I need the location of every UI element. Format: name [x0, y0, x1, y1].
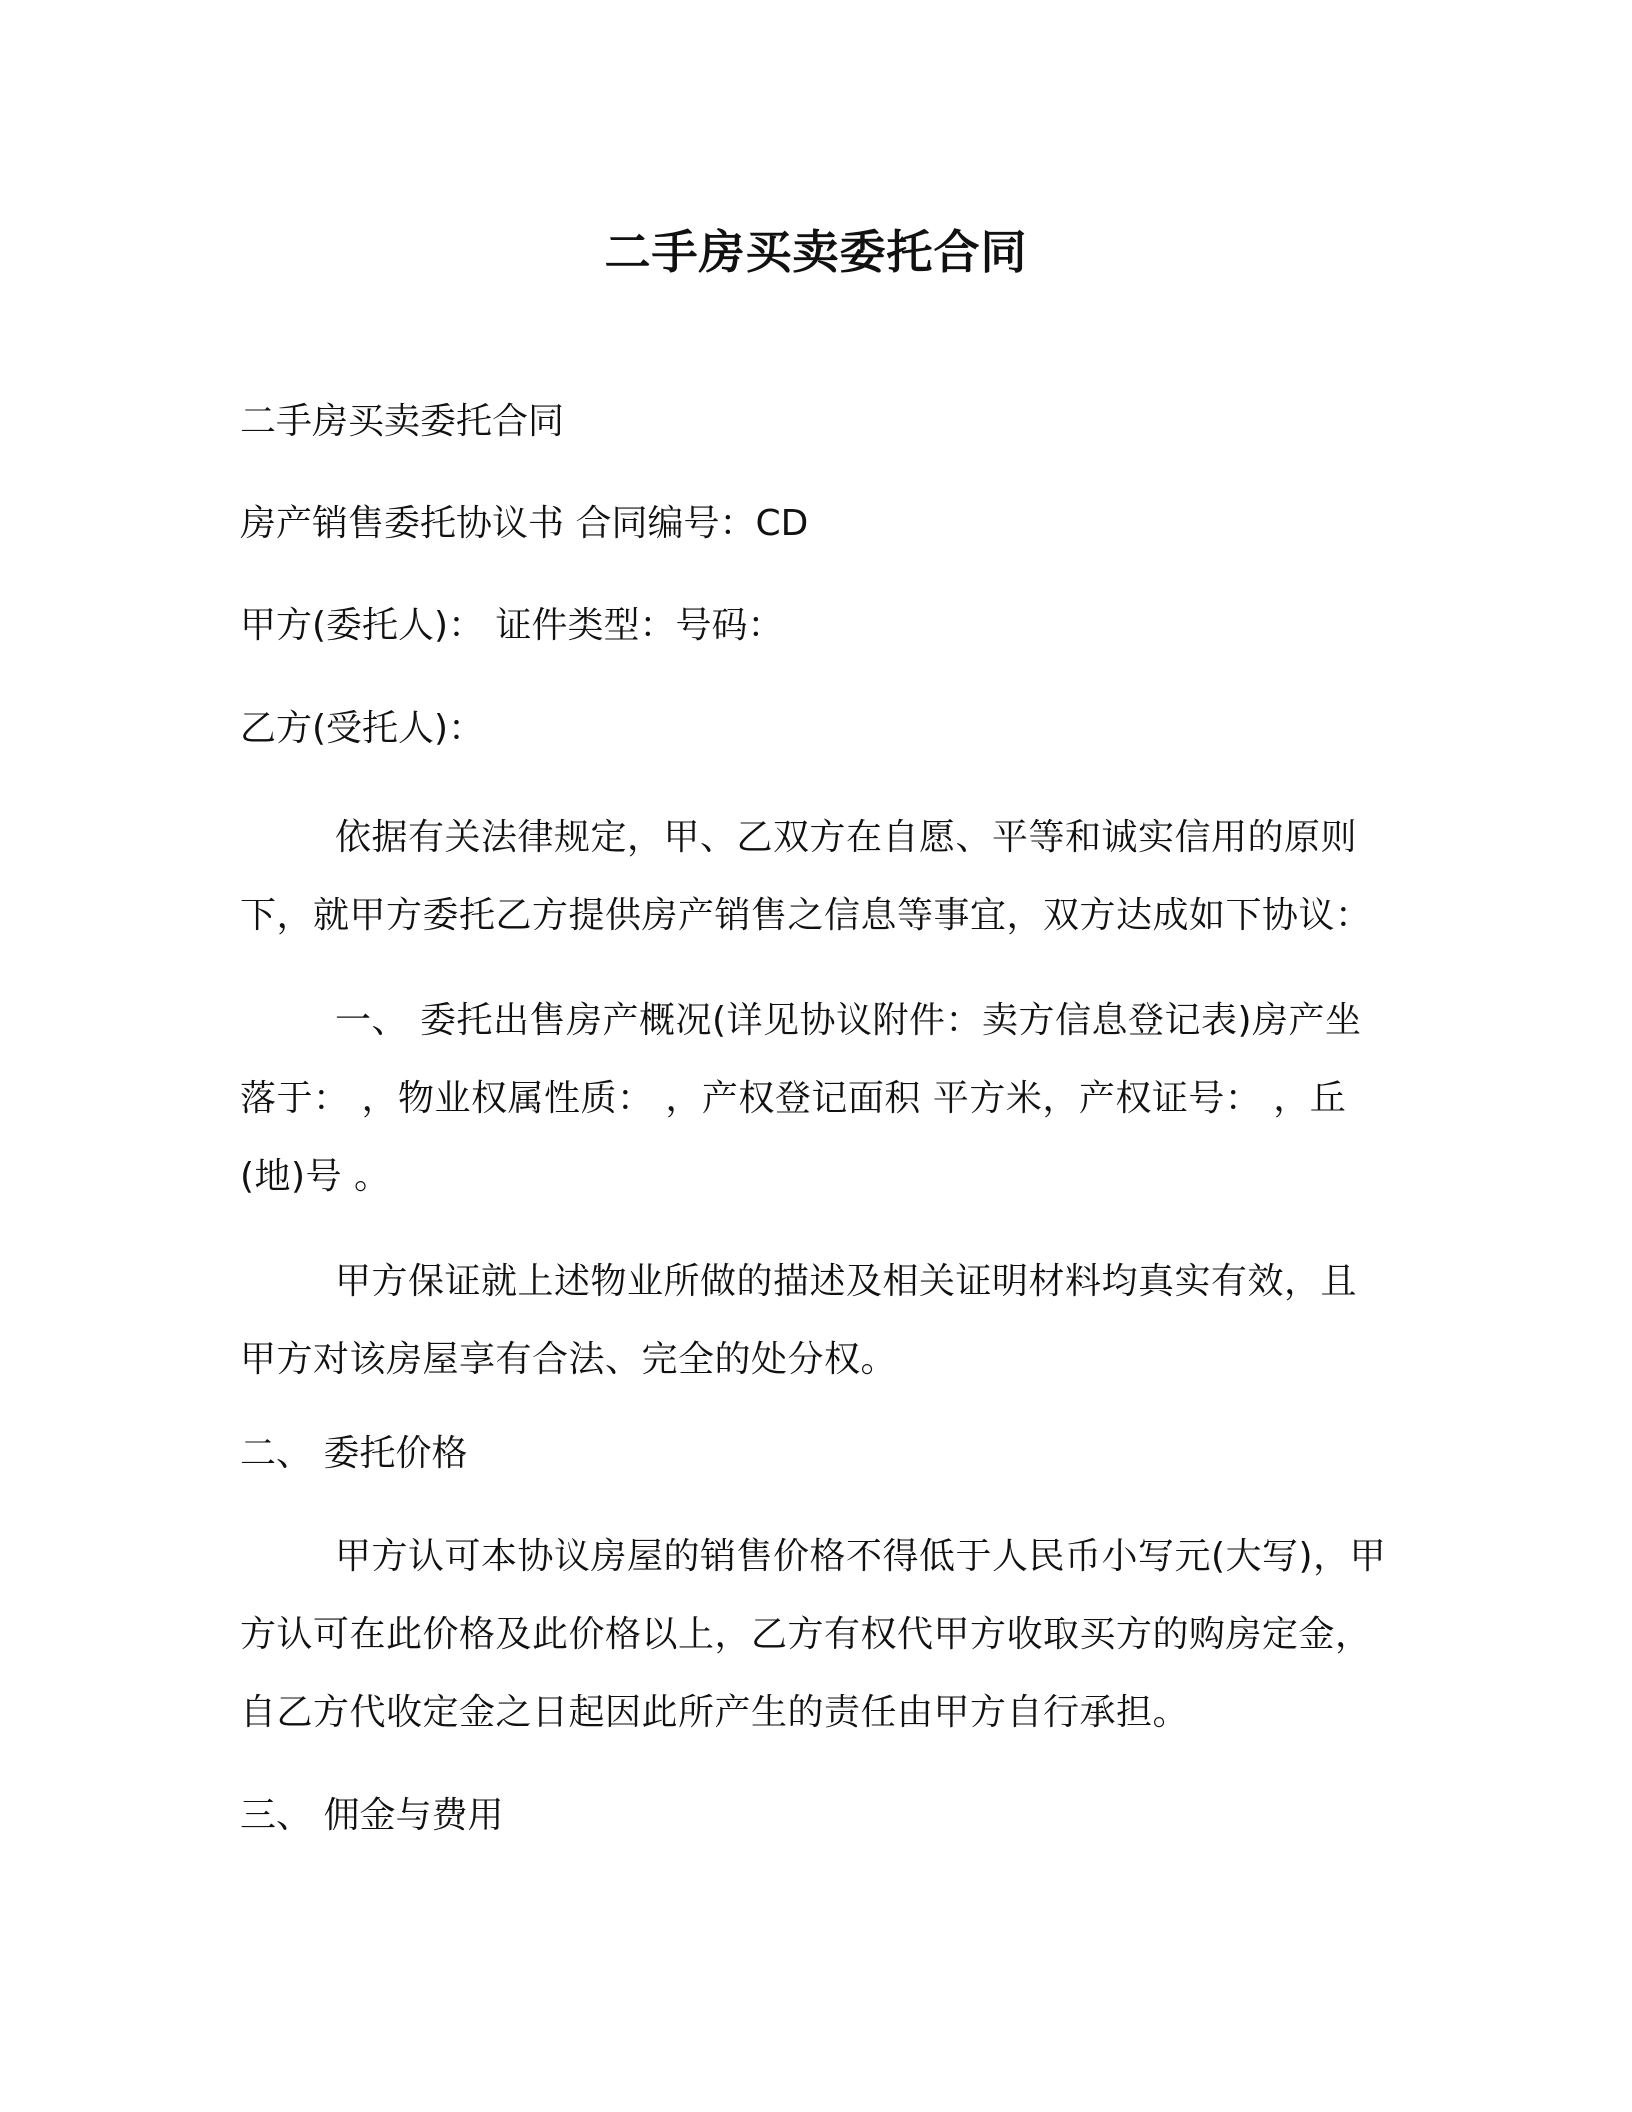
section1-paragraph: 一、 委托出售房产概况(详见协议附件：卖方信息登记表)房产坐落于： ，物业权属性质： ，产权登记面积 平方米，产权证号： ，丘(地)号 。 [240, 1000, 1362, 1197]
section2-heading: 二、 委托价格 [240, 1433, 468, 1474]
party-b-line: 乙方(受托人)： [240, 708, 485, 749]
price-paragraph: 甲方认可本协议房屋的销售价格不得低于人民币小写元(大写)，甲方认可在此价格及此价格以上，乙方有权代甲方收取买方的购房定金，自乙方代收定金之日起因此所产生的责任由甲方自行承担。 [240, 1536, 1387, 1733]
document-title: 二手房买卖委托合同 [604, 225, 1028, 279]
document-subtitle: 二手房买卖委托合同 [240, 401, 565, 442]
section3-heading: 三、 佣金与费用 [240, 1795, 504, 1836]
guarantee-paragraph: 甲方保证就上述物业所做的描述及相关证明材料均真实有效，且甲方对该房屋享有合法、完全的处分权。 [240, 1261, 1358, 1380]
agreement-number-line: 房产销售委托协议书 合同编号：CD [240, 503, 809, 544]
intro-paragraph: 依据有关法律规定，甲、乙双方在自愿、平等和诚实信用的原则下，就甲方委托乙方提供房产销售之信息等事宜，双方达成如下协议： [240, 817, 1372, 936]
party-a-line: 甲方(委托人)： 证件类型：号码： [240, 605, 784, 646]
